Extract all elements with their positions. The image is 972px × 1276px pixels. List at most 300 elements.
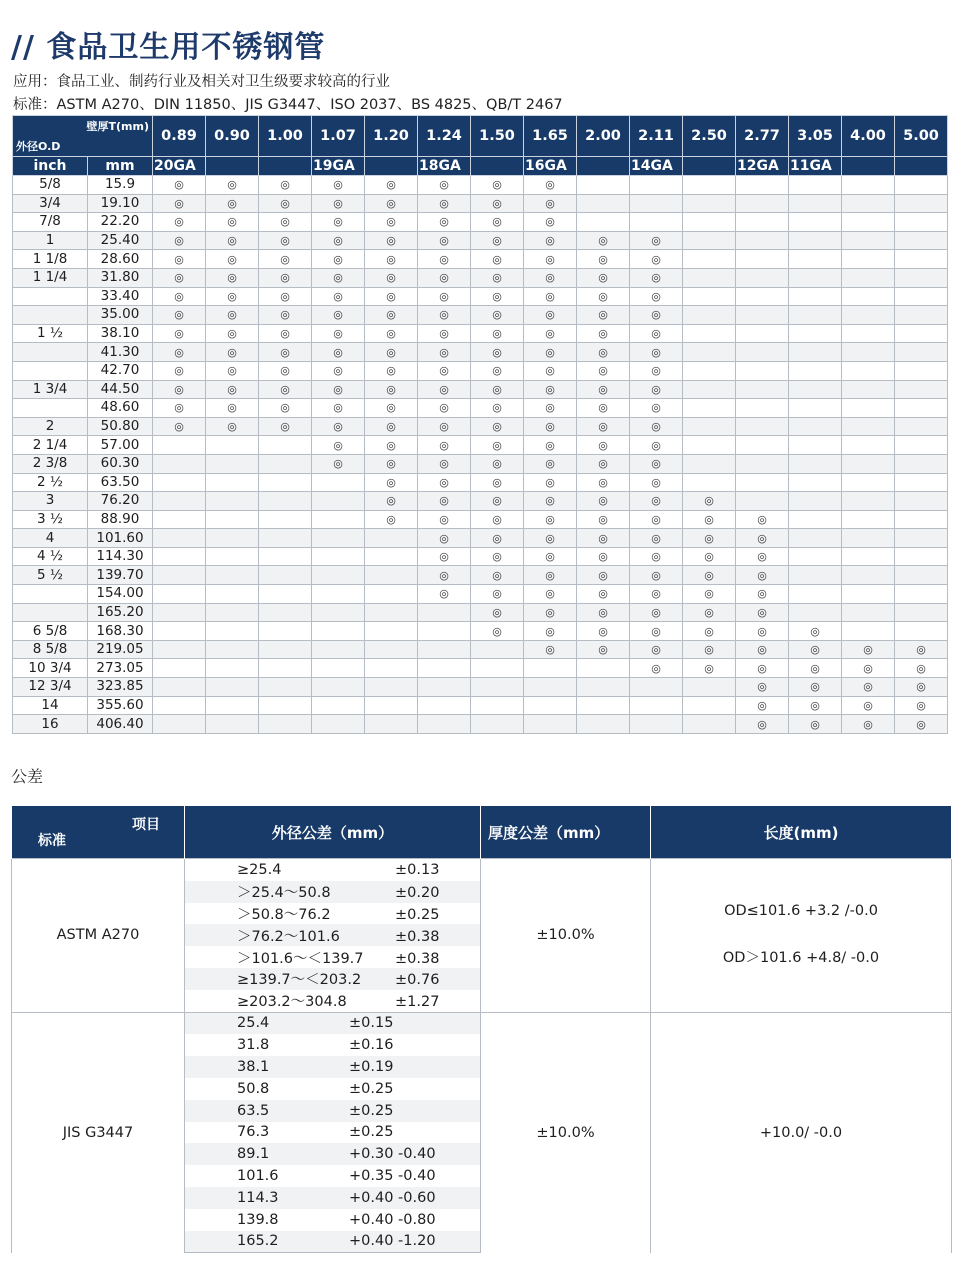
availability-cell [259, 566, 312, 585]
od-tolerance: ±0.19 [349, 1059, 394, 1076]
availability-cell: ◎ [418, 231, 471, 250]
item-label: 项目 [132, 817, 160, 833]
gauge-header [206, 157, 259, 176]
availability-cell [842, 306, 895, 325]
thickness-header: 0.90 [206, 116, 259, 157]
availability-cell: ◎ [683, 566, 736, 585]
availability-cell [259, 492, 312, 511]
availability-cell: ◎ [206, 250, 259, 269]
availability-cell: ◎ [683, 529, 736, 548]
availability-cell [153, 510, 206, 529]
availability-cell: ◎ [524, 585, 577, 604]
availability-cell: ◎ [259, 176, 312, 195]
unit-inch-header: inch [13, 157, 88, 176]
availability-cell [895, 306, 948, 325]
availability-cell: ◎ [630, 622, 683, 641]
availability-cell: ◎ [312, 250, 365, 269]
thickness-header: 4.00 [842, 116, 895, 157]
availability-cell: ◎ [418, 306, 471, 325]
inch-cell [13, 399, 88, 418]
inch-cell: 2 1/4 [13, 436, 88, 455]
od-range: ＞50.8～76.2 [237, 906, 331, 923]
availability-cell: ◎ [471, 417, 524, 436]
availability-cell: ◎ [577, 529, 630, 548]
availability-cell [312, 547, 365, 566]
availability-cell: ◎ [577, 436, 630, 455]
availability-cell [418, 678, 471, 697]
od-tolerance: ±0.25 [349, 1080, 394, 1097]
thickness-header: 1.50 [471, 116, 524, 157]
availability-cell [895, 566, 948, 585]
availability-cell: ◎ [524, 250, 577, 269]
availability-cell [895, 492, 948, 511]
availability-cell [895, 268, 948, 287]
availability-cell [153, 659, 206, 678]
availability-cell: ◎ [471, 473, 524, 492]
availability-cell [365, 678, 418, 697]
availability-cell: ◎ [365, 324, 418, 343]
spec-row [13, 343, 948, 362]
availability-cell [895, 603, 948, 622]
thickness-header: 1.20 [365, 116, 418, 157]
od-tolerance-cell [185, 1122, 481, 1144]
availability-cell [842, 529, 895, 548]
spec-row [13, 361, 948, 380]
availability-cell: ◎ [842, 678, 895, 697]
inch-cell: 12 3/4 [13, 678, 88, 697]
mm-cell: 44.50 [88, 380, 153, 399]
mm-cell: 33.40 [88, 287, 153, 306]
thickness-header: 5.00 [895, 116, 948, 157]
availability-cell [577, 696, 630, 715]
availability-cell [259, 585, 312, 604]
od-tolerance-cell [185, 859, 481, 881]
thickness-header: 2.00 [577, 116, 630, 157]
standard-label: 标准 [38, 833, 66, 849]
availability-cell: ◎ [312, 213, 365, 232]
od-tolerance-cell [185, 1187, 481, 1209]
od-tolerance-header: 外径公差（mm） [185, 806, 481, 859]
mm-cell: 323.85 [88, 678, 153, 697]
mm-cell: 22.20 [88, 213, 153, 232]
availability-cell: ◎ [683, 640, 736, 659]
od-tolerance: ±1.27 [395, 994, 440, 1011]
availability-cell [153, 473, 206, 492]
availability-cell: ◎ [418, 287, 471, 306]
availability-cell: ◎ [471, 176, 524, 195]
availability-cell: ◎ [736, 566, 789, 585]
spec-row [13, 492, 948, 511]
availability-cell [683, 380, 736, 399]
availability-cell [683, 213, 736, 232]
spec-row [13, 510, 948, 529]
availability-cell [842, 213, 895, 232]
availability-cell: ◎ [471, 231, 524, 250]
availability-cell: ◎ [577, 399, 630, 418]
inch-cell: 2 [13, 417, 88, 436]
availability-cell: ◎ [418, 417, 471, 436]
availability-cell: ◎ [153, 287, 206, 306]
availability-cell: ◎ [789, 640, 842, 659]
availability-cell [842, 324, 895, 343]
availability-cell: ◎ [206, 417, 259, 436]
od-tolerance: +0.40 -0.80 [349, 1211, 436, 1228]
availability-cell [736, 231, 789, 250]
availability-cell [736, 454, 789, 473]
spec-table [12, 115, 948, 734]
availability-cell [789, 324, 842, 343]
inch-cell: 7/8 [13, 213, 88, 232]
availability-cell [683, 678, 736, 697]
availability-cell [365, 585, 418, 604]
availability-cell [789, 492, 842, 511]
standard-cell: JIS G3447 [12, 1012, 185, 1253]
spec-row [13, 417, 948, 436]
availability-cell: ◎ [418, 566, 471, 585]
availability-cell: ◎ [736, 585, 789, 604]
availability-cell: ◎ [577, 585, 630, 604]
availability-cell [789, 454, 842, 473]
od-range: 165.2 [237, 1233, 279, 1250]
availability-cell: ◎ [365, 194, 418, 213]
availability-cell [789, 213, 842, 232]
availability-cell: ◎ [259, 213, 312, 232]
availability-cell: ◎ [418, 399, 471, 418]
availability-cell: ◎ [524, 343, 577, 362]
length-line: OD＞101.6 +4.8/ -0.0 [722, 950, 880, 966]
availability-cell [312, 715, 365, 734]
availability-cell: ◎ [259, 324, 312, 343]
availability-cell: ◎ [153, 380, 206, 399]
od-range: 101.6 [237, 1168, 279, 1185]
availability-cell: ◎ [365, 287, 418, 306]
inch-cell: 2 3/8 [13, 454, 88, 473]
availability-cell [206, 566, 259, 585]
availability-cell: ◎ [630, 473, 683, 492]
availability-cell [471, 640, 524, 659]
spec-row [13, 231, 948, 250]
availability-cell [259, 473, 312, 492]
mm-cell: 28.60 [88, 250, 153, 269]
availability-cell [577, 194, 630, 213]
availability-cell: ◎ [418, 492, 471, 511]
availability-cell [524, 715, 577, 734]
availability-cell: ◎ [577, 380, 630, 399]
availability-cell: ◎ [524, 454, 577, 473]
availability-cell: ◎ [206, 324, 259, 343]
availability-cell: ◎ [259, 287, 312, 306]
availability-cell: ◎ [418, 585, 471, 604]
availability-cell: ◎ [630, 343, 683, 362]
availability-cell: ◎ [630, 436, 683, 455]
inch-cell [13, 585, 88, 604]
availability-cell: ◎ [524, 622, 577, 641]
availability-cell: ◎ [630, 250, 683, 269]
availability-cell [789, 473, 842, 492]
availability-cell [789, 529, 842, 548]
availability-cell: ◎ [524, 213, 577, 232]
availability-cell: ◎ [895, 678, 948, 697]
availability-cell: ◎ [206, 176, 259, 195]
availability-cell [683, 250, 736, 269]
mm-cell: 15.9 [88, 176, 153, 195]
spec-row [13, 640, 948, 659]
availability-cell: ◎ [842, 696, 895, 715]
availability-cell [577, 659, 630, 678]
availability-cell: ◎ [418, 361, 471, 380]
spec-row [13, 213, 948, 232]
availability-cell [895, 250, 948, 269]
application-line: 应用：食品工业、制药行业及相关对卫生级要求较高的行业 [13, 74, 390, 90]
availability-cell: ◎ [471, 250, 524, 269]
availability-cell [736, 268, 789, 287]
availability-cell: ◎ [259, 194, 312, 213]
availability-cell [789, 603, 842, 622]
availability-cell [630, 194, 683, 213]
availability-cell [206, 603, 259, 622]
availability-cell: ◎ [630, 659, 683, 678]
inch-cell [13, 306, 88, 325]
availability-cell [259, 622, 312, 641]
availability-cell: ◎ [471, 529, 524, 548]
availability-cell [259, 659, 312, 678]
availability-cell [206, 547, 259, 566]
od-tolerance-cell [185, 1143, 481, 1165]
availability-cell [206, 622, 259, 641]
availability-cell [895, 361, 948, 380]
page-title: // 食品卫生用不锈钢管 [11, 30, 326, 65]
availability-cell [736, 176, 789, 195]
availability-cell [206, 640, 259, 659]
inch-cell: 4 [13, 529, 88, 548]
inch-cell: 1 [13, 231, 88, 250]
availability-cell: ◎ [577, 510, 630, 529]
mm-cell: 219.05 [88, 640, 153, 659]
outer-diameter-label: 外径O.D [16, 140, 61, 153]
od-tolerance-cell [185, 1078, 481, 1100]
mm-cell: 48.60 [88, 399, 153, 418]
availability-cell: ◎ [153, 306, 206, 325]
availability-cell: ◎ [312, 361, 365, 380]
availability-cell [206, 659, 259, 678]
availability-cell [895, 399, 948, 418]
availability-cell: ◎ [842, 659, 895, 678]
length-cell: +10.0/ -0.0 [651, 1012, 952, 1253]
availability-cell: ◎ [524, 287, 577, 306]
availability-cell: ◎ [259, 306, 312, 325]
availability-cell: ◎ [524, 436, 577, 455]
mm-cell: 50.80 [88, 417, 153, 436]
availability-cell [206, 454, 259, 473]
od-tolerance: +0.40 -1.20 [349, 1233, 436, 1250]
availability-cell [365, 547, 418, 566]
availability-cell: ◎ [471, 324, 524, 343]
availability-cell: ◎ [789, 622, 842, 641]
od-range: 63.5 [237, 1102, 270, 1119]
availability-cell: ◎ [365, 306, 418, 325]
availability-cell [153, 529, 206, 548]
availability-cell [259, 715, 312, 734]
availability-cell [895, 231, 948, 250]
availability-cell [895, 380, 948, 399]
spec-row [13, 454, 948, 473]
availability-cell: ◎ [259, 268, 312, 287]
availability-cell [895, 324, 948, 343]
inch-cell: 2 ½ [13, 473, 88, 492]
availability-cell [736, 194, 789, 213]
availability-cell [206, 436, 259, 455]
availability-cell [259, 436, 312, 455]
inch-cell: 6 5/8 [13, 622, 88, 641]
availability-cell: ◎ [524, 417, 577, 436]
availability-cell [736, 399, 789, 418]
mm-cell: 38.10 [88, 324, 153, 343]
availability-cell: ◎ [365, 399, 418, 418]
availability-cell: ◎ [577, 287, 630, 306]
gauge-header [683, 157, 736, 176]
inch-cell: 16 [13, 715, 88, 734]
availability-cell: ◎ [153, 324, 206, 343]
availability-cell: ◎ [206, 194, 259, 213]
availability-cell [312, 529, 365, 548]
od-range: 31.8 [237, 1037, 270, 1054]
availability-cell [736, 380, 789, 399]
availability-cell [630, 213, 683, 232]
availability-cell [259, 696, 312, 715]
mm-cell: 273.05 [88, 659, 153, 678]
availability-cell [524, 696, 577, 715]
availability-cell: ◎ [471, 454, 524, 473]
spec-row [13, 529, 948, 548]
availability-cell: ◎ [577, 250, 630, 269]
inch-cell [13, 603, 88, 622]
availability-cell [683, 417, 736, 436]
availability-cell [206, 529, 259, 548]
availability-cell: ◎ [630, 585, 683, 604]
mm-cell: 101.60 [88, 529, 153, 548]
availability-cell: ◎ [630, 306, 683, 325]
od-tolerance: +0.30 -0.40 [349, 1146, 436, 1163]
availability-cell: ◎ [153, 213, 206, 232]
availability-cell: ◎ [418, 250, 471, 269]
availability-cell: ◎ [471, 306, 524, 325]
spec-header-thickness-row [13, 116, 948, 157]
thickness-header: 3.05 [789, 116, 842, 157]
inch-cell: 1 ½ [13, 324, 88, 343]
availability-cell [683, 176, 736, 195]
mm-cell: 88.90 [88, 510, 153, 529]
availability-cell [312, 622, 365, 641]
availability-cell [683, 473, 736, 492]
availability-cell: ◎ [206, 399, 259, 418]
availability-cell: ◎ [577, 603, 630, 622]
availability-cell: ◎ [789, 678, 842, 697]
gauge-header: 16GA [524, 157, 577, 176]
spec-row [13, 622, 948, 641]
availability-cell [736, 436, 789, 455]
mm-cell: 76.20 [88, 492, 153, 511]
availability-cell [153, 547, 206, 566]
availability-cell: ◎ [577, 566, 630, 585]
od-range: 139.8 [237, 1211, 279, 1228]
availability-cell [206, 510, 259, 529]
availability-cell: ◎ [206, 268, 259, 287]
availability-cell: ◎ [630, 510, 683, 529]
availability-cell: ◎ [895, 715, 948, 734]
spec-row [13, 696, 948, 715]
availability-cell [789, 510, 842, 529]
availability-cell: ◎ [153, 176, 206, 195]
availability-cell: ◎ [365, 231, 418, 250]
od-range: 114.3 [237, 1189, 279, 1206]
gauge-header [842, 157, 895, 176]
spec-row [13, 715, 948, 734]
tolerance-row [12, 1012, 952, 1034]
unit-mm-header: mm [88, 157, 153, 176]
availability-cell [683, 399, 736, 418]
availability-cell [259, 547, 312, 566]
availability-cell: ◎ [789, 715, 842, 734]
spec-row [13, 547, 948, 566]
availability-cell [153, 678, 206, 697]
availability-cell: ◎ [153, 231, 206, 250]
availability-cell: ◎ [630, 380, 683, 399]
spec-header-gauge-row [13, 157, 948, 176]
inch-cell [13, 287, 88, 306]
availability-cell [206, 473, 259, 492]
availability-cell: ◎ [524, 194, 577, 213]
availability-cell: ◎ [577, 231, 630, 250]
availability-cell: ◎ [365, 361, 418, 380]
availability-cell [789, 250, 842, 269]
availability-cell: ◎ [312, 268, 365, 287]
availability-cell [206, 585, 259, 604]
od-tolerance-cell [185, 990, 481, 1012]
availability-cell: ◎ [259, 231, 312, 250]
availability-cell: ◎ [630, 324, 683, 343]
od-tolerance: +0.35 -0.40 [349, 1168, 436, 1185]
availability-cell [577, 678, 630, 697]
inch-cell: 3 [13, 492, 88, 511]
thickness-header: 2.11 [630, 116, 683, 157]
thickness-tolerance-header: 厚度公差（mm） [481, 806, 651, 859]
availability-cell: ◎ [524, 324, 577, 343]
availability-cell: ◎ [312, 399, 365, 418]
availability-cell [895, 417, 948, 436]
availability-cell [365, 696, 418, 715]
availability-cell [842, 417, 895, 436]
od-tolerance: ±0.38 [395, 950, 440, 967]
availability-cell [736, 306, 789, 325]
od-tolerance-cell [185, 881, 481, 903]
availability-cell: ◎ [365, 343, 418, 362]
availability-cell [736, 361, 789, 380]
od-tolerance-cell [185, 1056, 481, 1078]
availability-cell: ◎ [312, 324, 365, 343]
availability-cell: ◎ [365, 417, 418, 436]
availability-cell [789, 306, 842, 325]
od-range: 50.8 [237, 1080, 270, 1097]
availability-cell: ◎ [842, 715, 895, 734]
availability-cell: ◎ [736, 640, 789, 659]
mm-cell: 31.80 [88, 268, 153, 287]
od-tolerance-cell [185, 1165, 481, 1187]
availability-cell: ◎ [259, 343, 312, 362]
mm-cell: 114.30 [88, 547, 153, 566]
availability-cell: ◎ [418, 194, 471, 213]
availability-cell: ◎ [206, 306, 259, 325]
availability-cell: ◎ [418, 380, 471, 399]
